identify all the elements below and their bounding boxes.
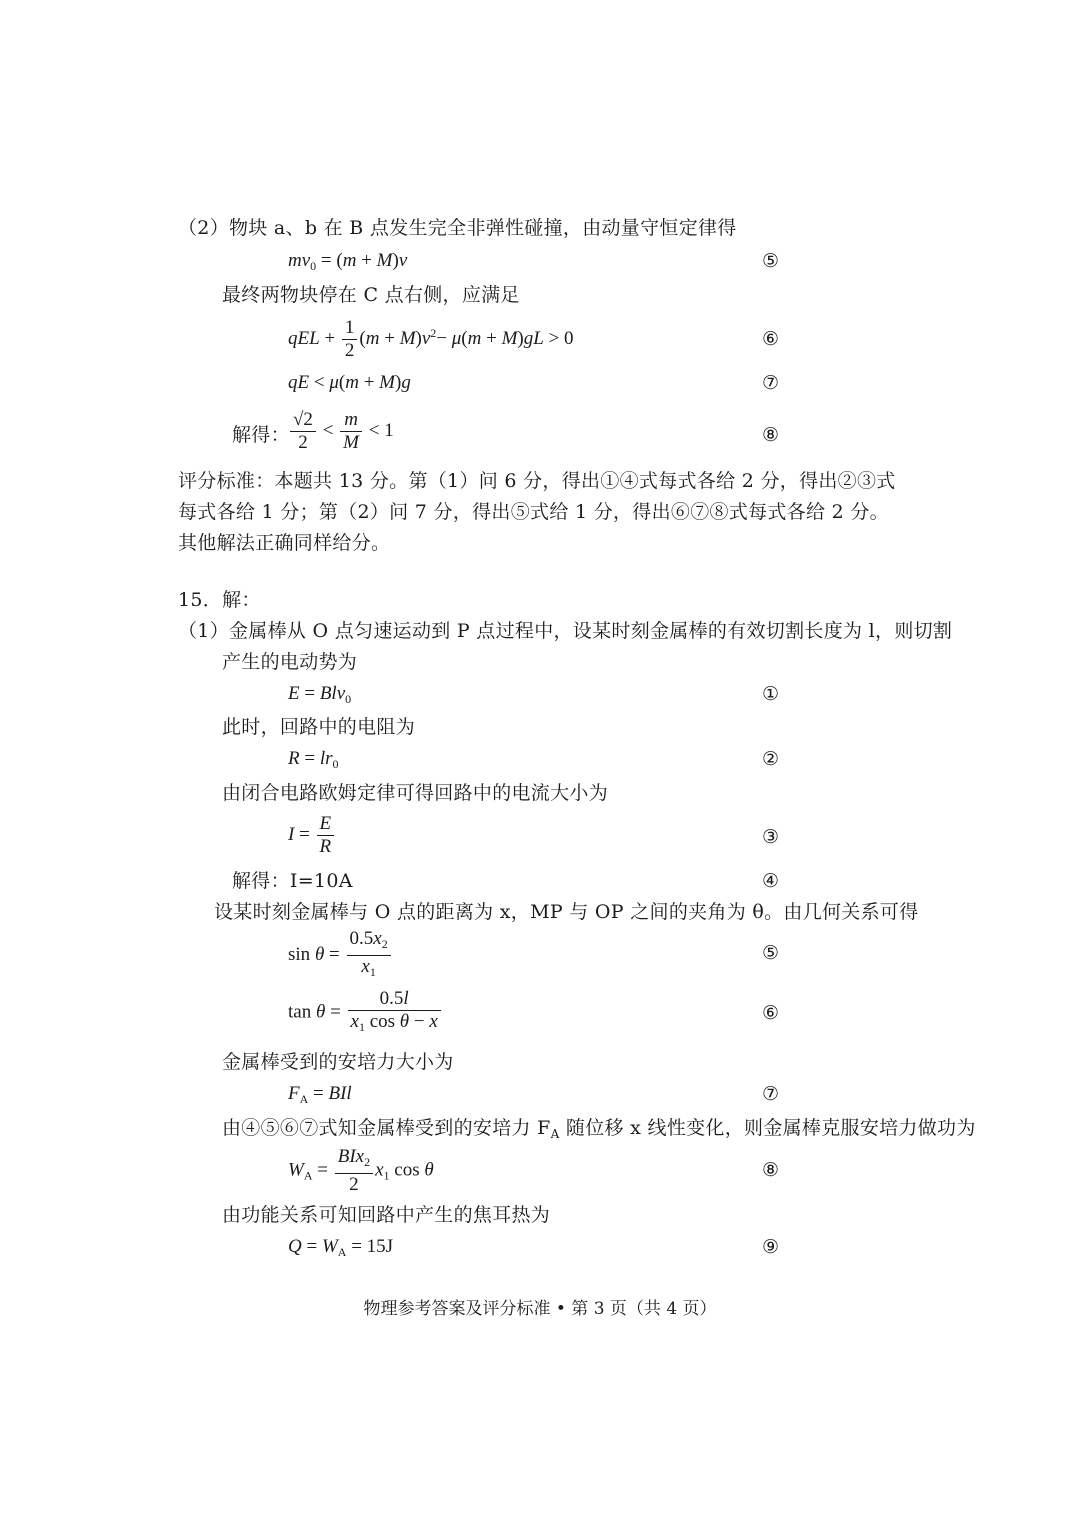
equation-number-6: ⑥ xyxy=(762,328,780,350)
q15-equation-number-1: ① xyxy=(762,683,780,705)
q15-equation-number-7: ⑦ xyxy=(762,1083,780,1105)
part2-intro: （2）物块 a、b 在 B 点发生完全非弹性碰撞，由动量守恒定律得 xyxy=(178,217,737,239)
q15-part1-line2: 产生的电动势为 xyxy=(222,651,358,673)
q15-solve-current: 解得：I=10A xyxy=(232,870,353,892)
part2-solve-label: 解得： xyxy=(232,424,290,446)
q15-geometry-text: 设某时刻金属棒与 O 点的距离为 x，MP 与 OP 之间的夹角为 θ。由几何关系可得 xyxy=(214,901,919,923)
q15-equation-number-5: ⑤ xyxy=(762,942,780,964)
q15-equation-number-3: ③ xyxy=(762,826,780,848)
q15-part1-line1: （1）金属棒从 O 点匀速运动到 P 点过程中，设某时刻金属棒的有效切割长度为 l，则切割 xyxy=(178,620,953,642)
q15-work-text-part2: 随位移 x 线性变化，则金属棒克服安培力做功为 xyxy=(559,1117,976,1139)
equation-number-7: ⑦ xyxy=(762,372,780,394)
q15-equation-6: tan θ = $\frac{0.5l}{x_1 \cos \theta - x}$ xyxy=(288,988,443,1038)
q15-title: 15．解： xyxy=(178,589,261,611)
scoring-criteria: 评分标准：本题共 13 分。第（1）问 6 分，得出①④式每式各给 2 分，得出②③式每式各给 1 分；第（2）问 7 分，得出⑤式给 1 分，得出⑥⑦⑧式每式各给 2 分。其他解法正确同样给分。 xyxy=(178,470,896,554)
q15-work-text-part1: 由④⑤⑥⑦式知金属棒受到的安培力 F xyxy=(222,1117,551,1139)
q15-equation-8: $W_A$ = $\frac{BIx_2}{2}$ $x_1$ cos θ xyxy=(288,1146,434,1195)
q15-resistance-text: 此时，回路中的电阻为 xyxy=(222,716,416,738)
equation-8: $\frac{√2}{2}$ < $\frac{m}{M}$ < 1 xyxy=(288,409,394,454)
q15-equation-number-6: ⑥ xyxy=(762,1002,780,1024)
q15-ohm-text: 由闭合电路欧姆定律可得回路中的电流大小为 xyxy=(222,782,609,804)
q15-equation-3: I = $\frac{E}{R}$ xyxy=(288,813,336,858)
equation-number-8: ⑧ xyxy=(762,424,780,446)
equation-7: qE < μ(m + M)g xyxy=(288,372,411,393)
q15-equation-5: sin θ = $\frac{0.5x_2}{x_1}$ xyxy=(288,928,393,983)
q15-equation-number-9: ⑨ xyxy=(762,1236,780,1258)
q15-equation-number-2: ② xyxy=(762,748,780,770)
q15-equation-number-4: ④ xyxy=(762,870,780,892)
q15-work-text-subscript: A xyxy=(550,1127,560,1141)
equation-5: $mv_0 = (m + M)v$ xyxy=(288,250,408,273)
q15-equation-7: $F_A$ = BIl xyxy=(288,1083,352,1106)
q15-force-text: 金属棒受到的安培力大小为 xyxy=(222,1051,454,1073)
q15-equation-2: $R = lr_0$ xyxy=(288,748,339,771)
page-footer: 物理参考答案及评分标准 • 第 3 页（共 4 页） xyxy=(363,1299,717,1319)
q15-equation-number-8: ⑧ xyxy=(762,1159,780,1181)
q15-equation-9: $Q = W_A = 15J$ xyxy=(288,1236,394,1259)
equation-number-5: ⑤ xyxy=(762,250,780,272)
part2-condition-text: 最终两物块停在 C 点右侧，应满足 xyxy=(222,284,520,306)
equation-6: qEL + $\frac{1}{2}$ $(m + M)v^2- \mu(m + M)gL > 0$ xyxy=(288,317,574,361)
q15-equation-1: E = Blv$_0$ xyxy=(288,683,352,706)
q15-work-text xyxy=(222,1115,976,1147)
q15-heat-text: 由功能关系可知回路中产生的焦耳热为 xyxy=(222,1204,551,1226)
